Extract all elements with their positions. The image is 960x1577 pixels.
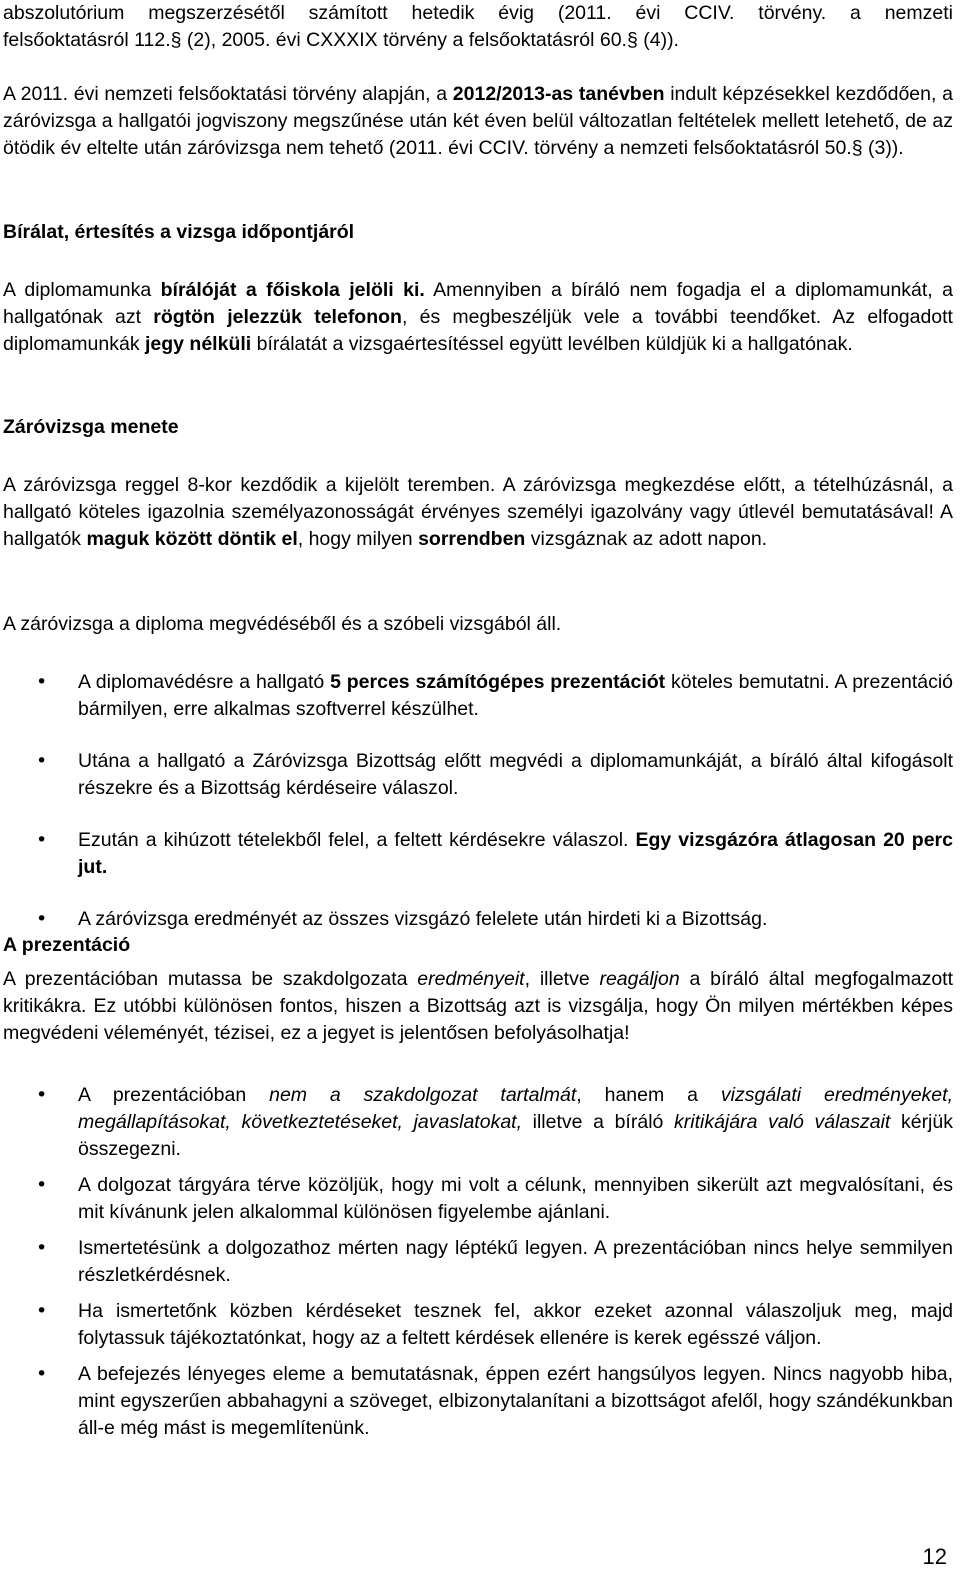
paragraph-line-1: abszolutórium megszerzésétől számított hetedik évig (2011. évi CCIV. törvény. a nemzeti [3,2,953,24]
list-item: • A befejezés lényeges eleme a bemutatásnak, éppen ezért hangsúlyos legyen. Nincs nagyobb hiba, mint egyszerűen abbahagyni a szöveget, elbizonytalanítani a bizottságot afelől, hogy szándékunkban áll-e még mást is megemlítenünk. [3,1361,953,1442]
paragraph-continuation [3,0,953,54]
list-item: • Utána a hallgató a Záróvizsga Bizottság előtt megvédi a diplomamunkáját, a bíráló által kifogásolt részekre és a Bizottság kérdéseire válaszol. [3,748,953,802]
list-item: • A diplomavédésre a hallgató 5 perces számítógépes prezentációt köteles bemutatni. A prezentáció bármilyen, erre alkalmas szoftverrel készülhet. [3,669,953,723]
list-item: • Ezután a kihúzott tételekből felel, a feltett kérdésekre válaszol. Egy vizsgázóra átlagosan 20 perc jut. [3,827,953,881]
list-item: • Ha ismertetőnk közben kérdéseket tesznek fel, akkor ezeket azonnal válaszoljuk meg, majd folytassuk tájékoztatónkat, hogy az a feltett kérdések ellenére is kerek egésszé váljon. [3,1298,953,1352]
list-item: • A dolgozat tárgyára térve közöljük, hogy mi volt a célunk, mennyiben sikerült azt megvalósítani, és mit kívánunk jelen alkalommal különösen figyelembe ajánlani. [3,1172,953,1226]
heading-presentation: A prezentáció [3,934,131,956]
list-item: • Ismertetésünk a dolgozathoz mérten nagy léptékű legyen. A prezentációban nincs helye semmilyen részletkérdésnek. [3,1235,953,1289]
paragraph-review: A diplomamunka bírálóját a főiskola jelöli ki. Amennyiben a bíráló nem fogadja el a diplomamunkát, a hallgatónak azt rögtön jelezzük telefonon, és megbeszéljük vele a további teendőket. Az elfogadott diplomamunkák jegy nélküli bírálatát a vizsgaértesítéssel együtt levélben küldjük ki a hallgatónak. [3,279,953,355]
exam-steps-list [3,669,953,933]
list-item: • A prezentációban nem a szakdolgozat tartalmát, hanem a vizsgálati eredményeket, megállapításokat, következtetéseket, javaslatokat, illetve a bíráló kritikájára való válaszait kérjük összegezni. [3,1082,953,1163]
presentation-tips-list [3,1082,953,1442]
paragraph-exam-procedure: A záróvizsga reggel 8-kor kezdődik a kijelölt teremben. A záróvizsga megkezdése előtt, a tételhúzásnál, a hallgató köteles igazolnia személyazonosságát érvényes személyi igazolvány vagy útlevél bemutatásával! A hallgatók maguk között döntik el, hogy milyen sorrendben vizsgáznak az adott napon. [3,474,953,550]
paragraph-transition-rule: A 2011. évi nemzeti felsőoktatási törvény alapján, a 2012/2013-as tanévben indult képzésekkel kezdődően, a záróvizsga a hallgatói jogviszony megszűnése után két éven belül változatlan feltételek mellett letehető, de az ötödik év eltelte után záróvizsga nem tehető (2011. évi CCIV. törvény a nemzeti felsőoktatásról 50.§ (3)). [3,83,953,159]
list-item: • A záróvizsga eredményét az összes vizsgázó felelete után hirdeti ki a Bizottság. [3,906,953,933]
paragraph-presentation: A prezentációban mutassa be szakdolgozata eredményeit, illetve reagáljon a bíráló által megfogalmazott kritikákra. Ez utóbbi különösen fontos, hiszen a Bizottság azt is vizsgálja, hogy Ön milyen mértékben képes megvédeni véleményét, tézisei, ez a jegyet is jelentősen befolyásolhatja! [3,968,954,1044]
paragraph-exam-parts: A záróvizsga a diploma megvédéséből és a szóbeli vizsgából áll. [3,613,562,635]
page-number: 12 [922,1544,947,1569]
paragraph-line-2: felsőoktatásról 112.§ (2), 2005. évi CXXXIX törvény a felsőoktatásról 60.§ (4)). [3,29,679,51]
heading-exam-procedure: Záróvizsga menete [3,416,179,438]
heading-review: Bírálat, értesítés a vizsga időpontjáról [3,221,355,243]
